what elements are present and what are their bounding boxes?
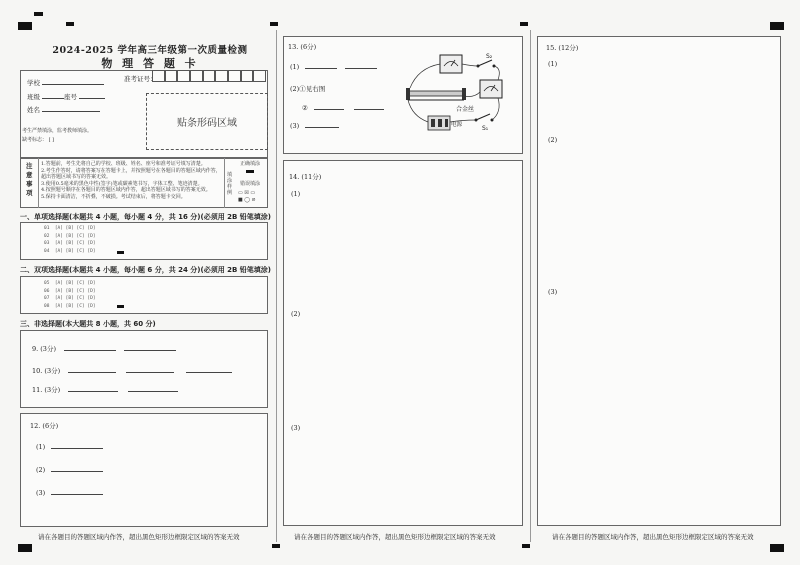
absent-mark[interactable]: 缺考标志： [ ]	[22, 137, 55, 143]
column-divider	[276, 30, 277, 542]
note-line: 3.使用0.5毫米的黑色中性(签字)笔或碳素笔书写，字体工整、笔迹清楚。	[41, 180, 203, 187]
wrong-fill-samples: ■ ◯ ⊘	[238, 197, 256, 203]
wrong-fill-label: 错误填涂	[240, 181, 261, 187]
column-divider	[530, 30, 531, 542]
q15-part1[interactable]: (1)	[548, 60, 558, 68]
q14-part1[interactable]: (1)	[291, 190, 301, 198]
battery-label: 电源	[451, 122, 463, 128]
switch-s2-icon	[477, 60, 496, 68]
timing-mark	[272, 544, 280, 548]
notes-divider	[38, 158, 39, 208]
q13-part2b[interactable]: ②	[302, 104, 384, 112]
choice-row[interactable]: 06 [A] [B] [C] [D]	[44, 288, 96, 294]
alloy-label: 合金丝	[456, 106, 475, 113]
single-choice-rows	[44, 225, 95, 255]
note-line: 1.答题前，考生先将自己的学校、班级、姓名、座号和准考证号填写清楚。	[41, 161, 206, 167]
timing-mark	[117, 251, 124, 254]
timing-mark	[117, 305, 124, 308]
timing-mark	[522, 544, 530, 548]
q9-line[interactable]: 9. (3分)	[32, 344, 176, 353]
note-line: 4.按照题号顺序在各题目的答题区域内作答，超出答题区域书写的答案无效。	[41, 187, 211, 193]
double-choice-rows	[44, 280, 95, 310]
fill-sample-label: 填涂样例	[227, 172, 233, 196]
exam-number-label: 准考证号：	[124, 75, 157, 83]
q14-box	[283, 160, 523, 526]
section1-heading: 一、单项选择题(本题共 4 小题，每小题 4 分，共 16 分)(必须用 2B 铅笔填涂)	[20, 213, 271, 221]
section3-heading: 三、非选择题(本大题共 8 小题，共 60 分)	[20, 320, 156, 328]
q13-part3[interactable]: (3)	[290, 122, 339, 130]
q11-line[interactable]: 11. (3分)	[32, 385, 178, 394]
q15-title: 15. (12分)	[546, 44, 579, 52]
barcode-label: 贴条形码区域	[177, 118, 237, 129]
section2-heading: 二、双项选择题(本题共 4 小题，每小题 6 分，共 24 分)(必须用 2B 铅笔填涂)	[20, 266, 271, 274]
q12-part2[interactable]: (2)	[36, 466, 103, 474]
wrong-fill-samples: ▭ ☒ ▭	[238, 190, 256, 196]
confirm-note: 考生严禁填涂，监考教师填涂。	[22, 128, 93, 134]
notes-divider	[224, 158, 225, 208]
timing-mark	[770, 544, 784, 552]
timing-mark	[770, 22, 784, 30]
choice-row[interactable]: 04 [A] [B] [C] [D]	[44, 248, 96, 254]
q13-part2: (2)①见右图	[290, 85, 326, 93]
q12-title: 12. (6分)	[30, 422, 59, 430]
q15-part3[interactable]: (3)	[548, 288, 558, 296]
voltmeter-icon	[480, 80, 502, 98]
circuit-diagram	[398, 52, 516, 136]
q14-part3[interactable]: (3)	[291, 424, 301, 432]
q13-title: 13. (6分)	[288, 43, 317, 51]
timing-mark	[520, 22, 528, 26]
correct-fill-sample	[246, 170, 254, 173]
timing-mark	[34, 12, 43, 16]
q10-line[interactable]: 10. (3分)	[32, 366, 232, 375]
timing-mark	[18, 22, 32, 30]
switch-s1-icon	[475, 114, 494, 122]
q13-part1[interactable]: (1)	[290, 63, 377, 71]
alloy-wire-icon	[406, 88, 466, 100]
s2-label: S₂	[486, 53, 493, 60]
choice-row[interactable]: 08 [A] [B] [C] [D]	[44, 303, 96, 309]
notes-heading: 注意事项	[26, 162, 33, 197]
footer-note: 请在各题目的答题区域内作答，超出黑色矩形边框限定区域的答案无效	[294, 533, 496, 541]
q14-part2[interactable]: (2)	[291, 310, 301, 318]
timing-mark	[66, 22, 74, 26]
q15-box	[537, 36, 781, 526]
q14-title: 14. (11分)	[289, 173, 322, 181]
school-label: 学校	[27, 78, 104, 87]
sheet-title: 物 理 答 题 卡	[101, 57, 199, 70]
exam-number-boxes[interactable]	[152, 70, 266, 84]
s1-label: S₁	[482, 125, 489, 132]
name-label: 姓名	[27, 105, 100, 114]
battery-icon	[428, 116, 450, 130]
barcode-area	[146, 93, 268, 150]
ammeter-icon	[440, 55, 462, 73]
class-label: 班级 座号	[27, 92, 105, 101]
choice-row[interactable]: 01 [A] [B] [C] [D]	[44, 226, 96, 231]
notes-text	[41, 161, 221, 200]
timing-mark	[270, 22, 278, 26]
choice-row[interactable]: 03 [A] [B] [C] [D]	[44, 241, 96, 246]
note-line: 5.保持卡面清洁，不折叠，不破损。考试结束后，将答题卡交回。	[41, 193, 186, 200]
q12-part1[interactable]: (1)	[36, 443, 103, 451]
footer-note: 请在各题目的答题区域内作答，超出黑色矩形边框限定区域的答案无效	[38, 533, 240, 541]
note-line: 2.考生作答时，请将答案写在答题卡上，并按照题号在各题目的答题区域内作答，超出答题区域书写的答案无效。	[41, 167, 221, 180]
choice-row[interactable]: 05 [A] [B] [C] [D]	[44, 281, 96, 286]
correct-fill-label: 正确填涂	[240, 161, 261, 167]
footer-note: 请在各题目的答题区域内作答，超出黑色矩形边框限定区域的答案无效	[552, 533, 754, 541]
exam-title: 2024-2025 学年高三年级第一次质量检测	[52, 45, 248, 56]
q15-part2[interactable]: (2)	[548, 136, 558, 144]
q12-part3[interactable]: (3)	[36, 489, 103, 497]
timing-mark	[18, 544, 32, 552]
choice-row[interactable]: 02 [A] [B] [C] [D]	[44, 233, 96, 239]
choice-row[interactable]: 07 [A] [B] [C] [D]	[44, 296, 96, 301]
